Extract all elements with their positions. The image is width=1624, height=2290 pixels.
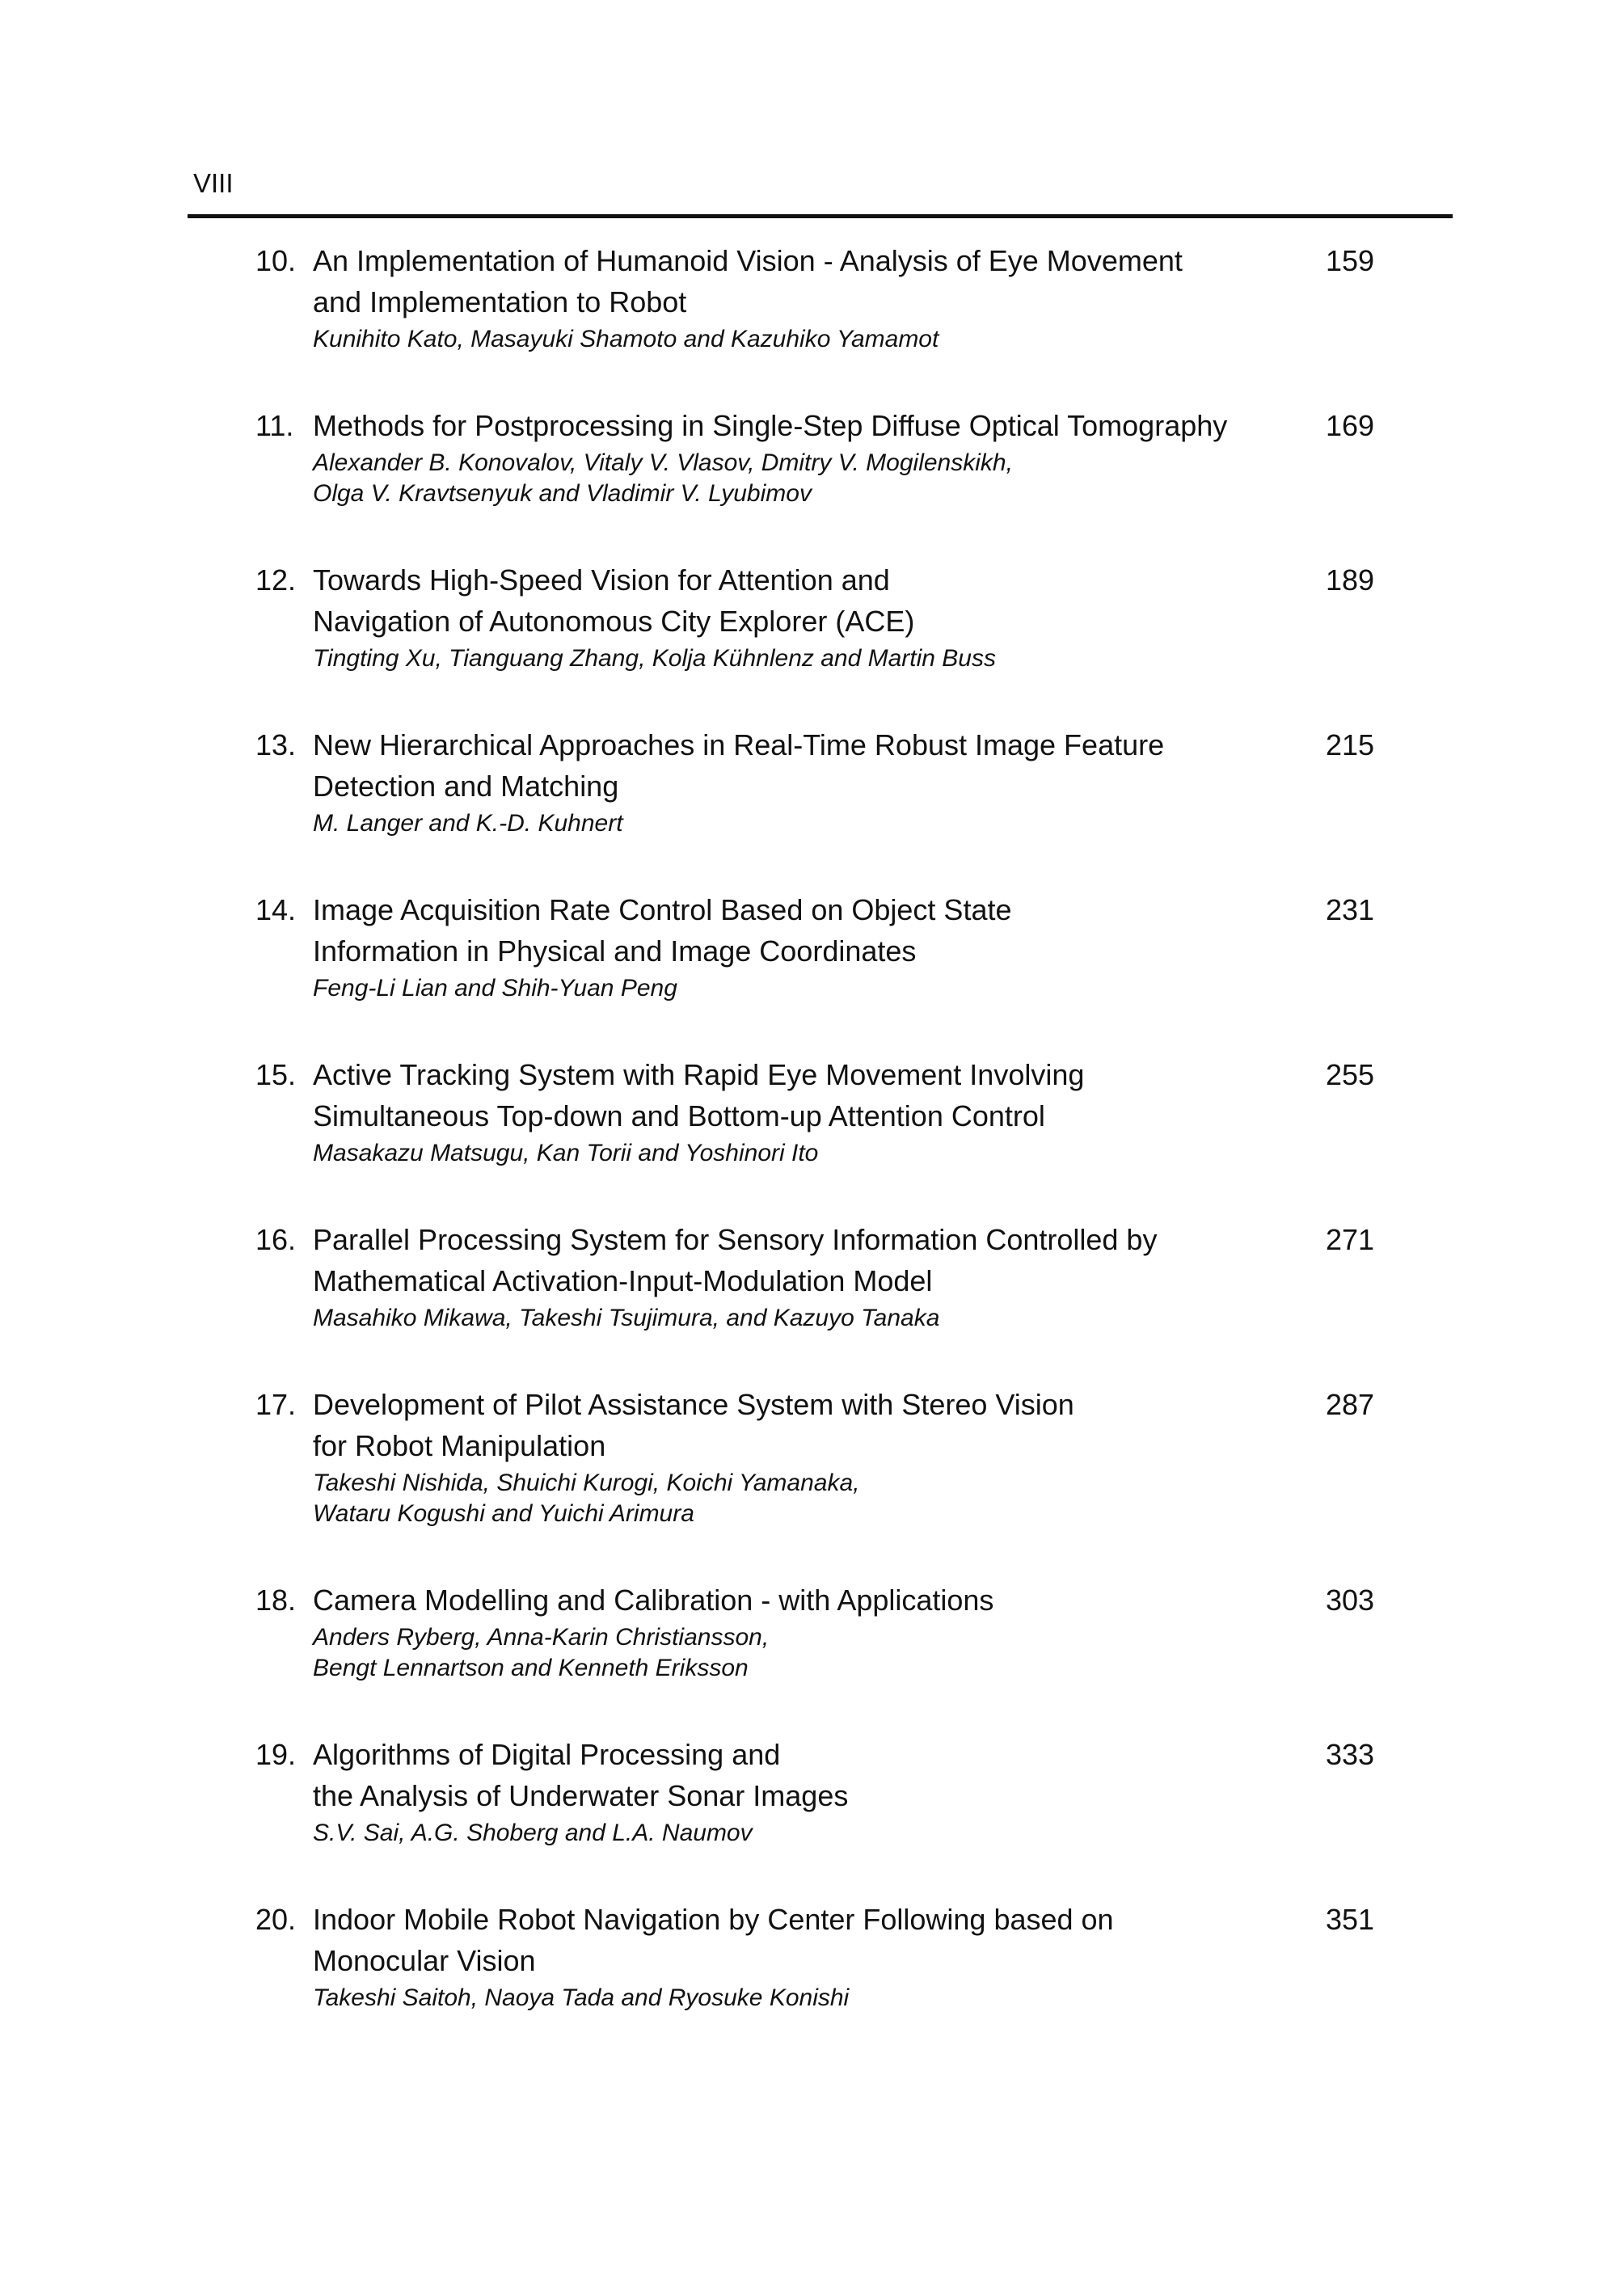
chapter-number: 19. [255,1738,297,1771]
chapter-title-line: Indoor Mobile Robot Navigation by Center Following based on [313,1903,1114,1936]
chapter-page: 333 [1326,1738,1375,1771]
chapter-title-line: Development of Pilot Assistance System with Stereo Vision [313,1388,1074,1421]
chapter-authors [313,1622,1387,1684]
table-of-contents [255,240,1387,2064]
author-line: M. Langer and K.-D. Kuhnert [313,810,623,837]
page-number: VIII [193,168,234,198]
chapter-title-line: Algorithms of Digital Processing and [313,1738,781,1771]
chapter-authors [313,973,1387,1004]
chapter-authors [313,1468,1387,1529]
toc-entry [255,1734,1387,1849]
chapter-title-line: Detection and Matching [313,770,619,803]
author-line: Anders Ryberg, Anna-Karin Christiansson, [313,1624,770,1651]
chapter-title [313,240,1283,323]
chapter-title [313,1219,1283,1301]
chapter-number: 13. [255,728,297,761]
toc-entry [255,724,1387,839]
chapter-title-line: Towards High-Speed Vision for Attention and [313,563,890,597]
chapter-title [313,405,1283,446]
chapter-title [313,1899,1283,1981]
chapter-number: 17. [255,1388,297,1421]
chapter-page: 271 [1326,1223,1375,1256]
chapter-authors [313,1303,1387,1334]
author-line: Tingting Xu, Tianguang Zhang, Kolja Kühnlenz and Martin Buss [313,645,996,672]
author-line: Kunihito Kato, Masayuki Shamoto and Kazuhiko Yamamot [313,326,939,352]
chapter-title-line: for Robot Manipulation [313,1429,606,1462]
chapter-authors [313,324,1387,355]
chapter-page: 303 [1326,1584,1375,1617]
toc-entry [255,240,1387,355]
author-line: S.V. Sai, A.G. Shoberg and L.A. Naumov [313,1820,753,1846]
chapter-number: 10. [255,244,297,277]
header-rule [188,214,1453,218]
chapter-page: 169 [1326,409,1375,442]
chapter-number: 18. [255,1584,297,1617]
author-line: Feng-Li Lian and Shih-Yuan Peng [313,975,677,1002]
chapter-title-line: Image Acquisition Rate Control Based on Object State [313,893,1012,926]
chapter-page: 231 [1326,893,1375,926]
author-line: Bengt Lennartson and Kenneth Eriksson [313,1655,749,1681]
chapter-title-line: Simultaneous Top-down and Bottom-up Attention Control [313,1099,1045,1132]
chapter-authors [313,1818,1387,1849]
author-line: Masahiko Mikawa, Takeshi Tsujimura, and Kazuyo Tanaka [313,1305,940,1331]
toc-entry [255,559,1387,674]
author-line: Olga V. Kravtsenyuk and Vladimir V. Lyubimov [313,480,812,507]
chapter-authors [313,1138,1387,1169]
chapter-authors [313,643,1387,674]
chapter-authors [313,1983,1387,2014]
chapter-title-line: Methods for Postprocessing in Single-Step Diffuse Optical Tomography [313,409,1228,442]
chapter-title-line: Mathematical Activation-Input-Modulation Model [313,1264,933,1297]
chapter-title-line: Navigation of Autonomous City Explorer (ACE) [313,605,915,638]
chapter-title [313,559,1283,642]
chapter-title-line: New Hierarchical Approaches in Real-Time Robust Image Feature [313,728,1165,761]
chapter-number: 15. [255,1058,297,1091]
chapter-title [313,1384,1283,1466]
chapter-title [313,724,1283,807]
chapter-number: 12. [255,563,297,597]
chapter-title-line: Parallel Processing System for Sensory Information Controlled by [313,1223,1158,1256]
chapter-page: 351 [1326,1903,1375,1936]
toc-entry [255,889,1387,1004]
toc-entry [255,1384,1387,1529]
chapter-page: 287 [1326,1388,1375,1421]
chapter-title [313,1579,1283,1621]
toc-entry [255,1899,1387,2014]
chapter-number: 11. [255,409,294,442]
chapter-title-line: Monocular Vision [313,1944,536,1977]
chapter-title-line: An Implementation of Humanoid Vision - Analysis of Eye Movement [313,244,1183,277]
toc-entry [255,1579,1387,1684]
chapter-title-line: the Analysis of Underwater Sonar Images [313,1779,849,1812]
chapter-page: 255 [1326,1058,1375,1091]
chapter-title-line: Information in Physical and Image Coordinates [313,934,917,968]
chapter-page: 159 [1326,244,1375,277]
toc-entry [255,405,1387,509]
chapter-number: 16. [255,1223,297,1256]
author-line: Masakazu Matsugu, Kan Torii and Yoshinori Ito [313,1140,819,1166]
author-line: Takeshi Nishida, Shuichi Kurogi, Koichi Yamanaka, [313,1470,860,1496]
chapter-page: 215 [1326,728,1375,761]
chapter-authors [313,808,1387,839]
chapter-title [313,1054,1283,1137]
chapter-title-line: Camera Modelling and Calibration - with Applications [313,1584,994,1617]
toc-entry [255,1054,1387,1169]
chapter-authors [313,448,1387,509]
chapter-title-line: Active Tracking System with Rapid Eye Movement Involving [313,1058,1085,1091]
chapter-title-line: and Implementation to Robot [313,285,687,318]
chapter-number: 14. [255,893,297,926]
chapter-number: 20. [255,1903,297,1936]
author-line: Alexander B. Konovalov, Vitaly V. Vlasov, Dmitry V. Mogilenskikh, [313,449,1013,476]
chapter-title [313,889,1283,972]
author-line: Takeshi Saitoh, Naoya Tada and Ryosuke Konishi [313,1984,850,2011]
chapter-title [313,1734,1283,1816]
toc-entry [255,1219,1387,1334]
chapter-page: 189 [1326,563,1375,597]
author-line: Wataru Kogushi and Yuichi Arimura [313,1500,694,1527]
